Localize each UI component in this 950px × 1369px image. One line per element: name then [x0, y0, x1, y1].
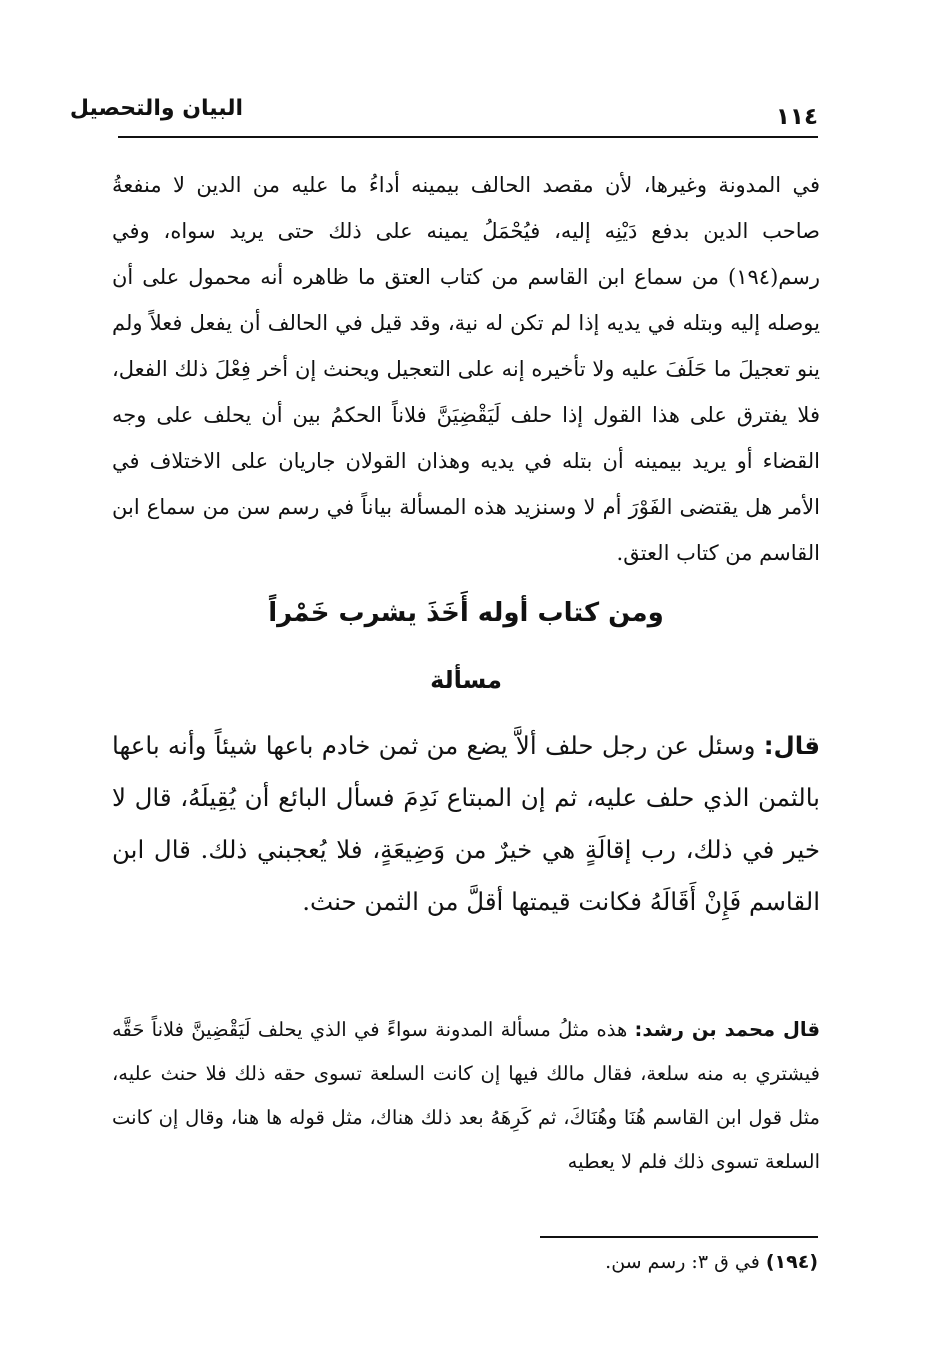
- page-header: [69, 92, 818, 138]
- footnote-text: في ق ٣: رسم سن.: [605, 1251, 766, 1273]
- question-text-block: [112, 720, 820, 928]
- commentary-paragraph: [112, 1008, 820, 1184]
- footnote-number: (١٩٤): [765, 1251, 818, 1273]
- section-title: ومن كتاب أوله أَخَذَ يشرب خَمْراً: [268, 598, 664, 628]
- subsection-title: مسألة: [430, 666, 502, 694]
- footnote-rule: [540, 1236, 818, 1238]
- question-lead: قال:: [763, 731, 820, 760]
- question-text: وسئل عن رجل حلف ألاَّ يضع من ثمن خادم باعها شيئاً وأنه باعها بالثمن الذي حلف عليه، ثم إن المبتاع نَدِمَ فسأل البائع أن يُقِيلَهُ، قال لا خير في ذلك، رب إقالَةٍ هي خيرٌ من وَضِيعَةٍ، فلا يُعجبني ذلك. قال ابن القاسم فَإِنْ أَقَالَهُ فكانت قيمتها أقلَّ من الثمن حنث.: [112, 731, 820, 916]
- footnote: [605, 1251, 818, 1273]
- question-paragraph: [112, 720, 820, 928]
- header-rule: [118, 136, 818, 138]
- commentary-text-block: [112, 1008, 820, 1184]
- page-number: ١١٤: [775, 104, 818, 130]
- paragraph-continuation: [112, 162, 820, 576]
- commentary-lead: قال محمد بن رشد:: [634, 1018, 820, 1041]
- running-title: البيان والتحصيل: [69, 96, 243, 121]
- paragraph-text: في المدونة وغيرها، لأن مقصد الحالف بيمينه أداءُ ما عليه من الدين لا منفعةُ صاحب الدين بدفع دَيْنِه إليه، فيُحْمَلُ يمينه على ذلك حتى يريد سواه، وفي رسم(١٩٤) من سماع ابن القاسم من كتاب العتق ما ظاهره أنه محمول على أن يوصله إليه وبتله في يديه إذا لم تكن له نية، وقد قيل في الحالف أن يفعل فعلاً ولم ينو تعجيلَ ما حَلَفَ عليه ولا تأخيره إنه على التعجيل ويحنث إن أخر فِعْلَ ذلك الفعل، فلا يفترق على هذا القول إذا حلف لَيَقْضِيَنَّ فلاناً الحكمُ بين أن يحلف على وجه القضاء أو يريد بيمينه أن بتله في يديه وهذان القولان جاريان على الاختلاف في الأمر هل يقتضى الفَوْرَ أم لا وسنزيد هذه المسألة بياناً في رسم سن من سماع ابن القاسم من كتاب العتق.: [112, 173, 820, 565]
- commentary-text: هذه مثلُ مسألة المدونة سواءً في الذي يحلف لَيَقْضِينَّ فلاناً حَقَّه فيشتري به منه سلعة، فقال مالك فيها إن كانت السلعة تسوى حقه ذلك فلا حنث عليه، مثل قول ابن القاسم هُنَا وهُنَاكَ، ثم كَرِهَهُ بعد ذلك هناك، مثل قوله ها هنا، وقال إن كانت السلعة تسوى ذلك فلم لا يعطيه: [112, 1018, 820, 1173]
